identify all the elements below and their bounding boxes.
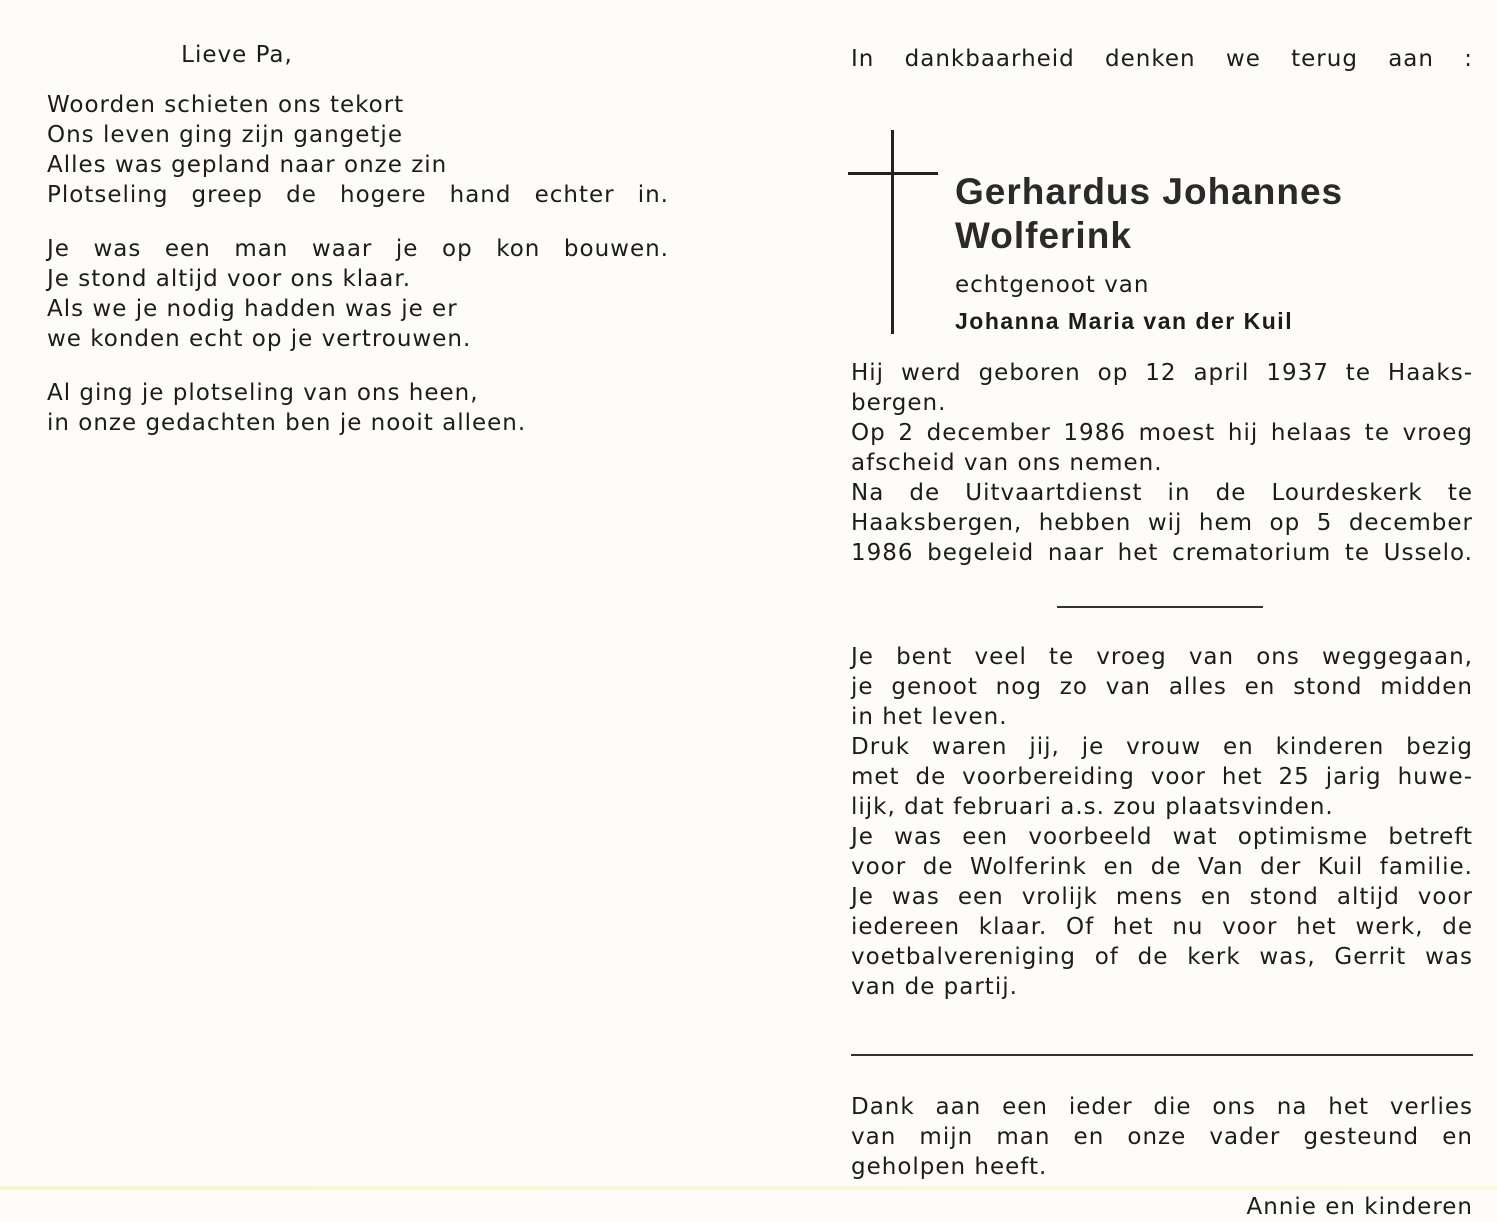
tribute-paragraph xyxy=(851,642,1473,1002)
divider-short xyxy=(1057,606,1263,608)
tribute-line: in het leven. xyxy=(851,704,1008,730)
thanks-line: Dank aan een ieder die ons na het verlies xyxy=(851,1094,1473,1120)
deceased-name xyxy=(955,170,1343,258)
tribute-line: van de partij. xyxy=(851,974,1018,1000)
tribute-line: iedereen klaar. Of het nu voor het werk, de xyxy=(851,914,1473,940)
cross-horizontal-bar xyxy=(848,172,938,175)
thanks-paragraph xyxy=(851,1092,1473,1182)
poem-line: Plotseling greep de hogere hand echter in. xyxy=(47,182,669,208)
poem-line: Je stond altijd voor ons klaar. xyxy=(47,266,412,292)
divider-long xyxy=(851,1054,1473,1056)
bio-line: Hij werd geboren op 12 april 1937 te Haaks- xyxy=(851,360,1473,386)
poem-line: Ons leven ging zijn gangetje xyxy=(47,122,403,148)
memorial-intro: In dankbaarheid denken we terug aan : xyxy=(851,46,1473,72)
deceased-name-line-2: Wolferink xyxy=(955,215,1132,256)
memorial-section xyxy=(851,44,1473,1222)
thanks-line: geholpen heeft. xyxy=(851,1154,1048,1180)
poem-line: Alles was gepland naar onze zin xyxy=(47,152,448,178)
cross-vertical-bar xyxy=(891,130,894,334)
tribute-line: met de voorbereiding voor het 25 jarig huwe- xyxy=(851,764,1473,790)
tribute-line: Druk waren jij, je vrouw en kinderen bezig xyxy=(851,734,1473,760)
poem-line: in onze gedachten ben je nooit alleen. xyxy=(47,410,527,436)
deceased-name-line-1: Gerhardus Johannes xyxy=(955,171,1344,212)
signature: Annie en kinderen xyxy=(1246,1194,1473,1220)
poem-line: Als we je nodig hadden was je er xyxy=(47,296,458,322)
tribute-line: Je was een voorbeeld wat optimisme betreft xyxy=(851,824,1473,850)
tribute-line: lijk, dat februari a.s. zou plaatsvinden. xyxy=(851,794,1334,820)
tribute-line: voor de Wolferink en de Van der Kuil familie. xyxy=(851,854,1473,880)
tribute-line: Je was een vrolijk mens en stond altijd voor xyxy=(851,884,1473,910)
poem-line: we konden echt op je vertrouwen. xyxy=(47,326,472,352)
tribute-line: Je bent veel te vroeg van ons weggegaan, xyxy=(851,644,1473,670)
poem-line: Je was een man waar je op kon bouwen. xyxy=(47,236,669,262)
poem-stanza-2 xyxy=(47,234,669,354)
poem-line: Al ging je plotseling van ons heen, xyxy=(47,380,479,406)
bio-line: 1986 begeleid naar het crematorium te Usselo. xyxy=(851,540,1473,566)
biography-paragraph xyxy=(851,358,1473,568)
tribute-line: voetbalvereniging of de kerk was, Gerrit was xyxy=(851,944,1473,970)
poem-section xyxy=(47,40,669,462)
paper-edge xyxy=(0,1186,1497,1190)
bio-line: bergen. xyxy=(851,390,947,416)
bio-line: Op 2 december 1986 moest hij helaas te vroeg xyxy=(851,420,1473,446)
name-block xyxy=(851,74,1473,344)
poem-salutation: Lieve Pa, xyxy=(181,42,293,68)
thanks-line: van mijn man en onze vader gesteund en xyxy=(851,1124,1473,1150)
poem-stanza-3 xyxy=(47,378,669,438)
poem-line: Woorden schieten ons tekort xyxy=(47,92,405,118)
poem-stanza-1 xyxy=(47,90,669,210)
tribute-line: je genoot nog zo van alles en stond midden xyxy=(851,674,1473,700)
spouse-label: echtgenoot van xyxy=(955,272,1150,298)
bio-line: Haaksbergen, hebben wij hem op 5 december xyxy=(851,510,1473,536)
bio-line: Na de Uitvaartdienst in de Lourdeskerk te xyxy=(851,480,1473,506)
spouse-name: Johanna Maria van der Kuil xyxy=(955,308,1294,334)
bio-line: afscheid van ons nemen. xyxy=(851,450,1163,476)
